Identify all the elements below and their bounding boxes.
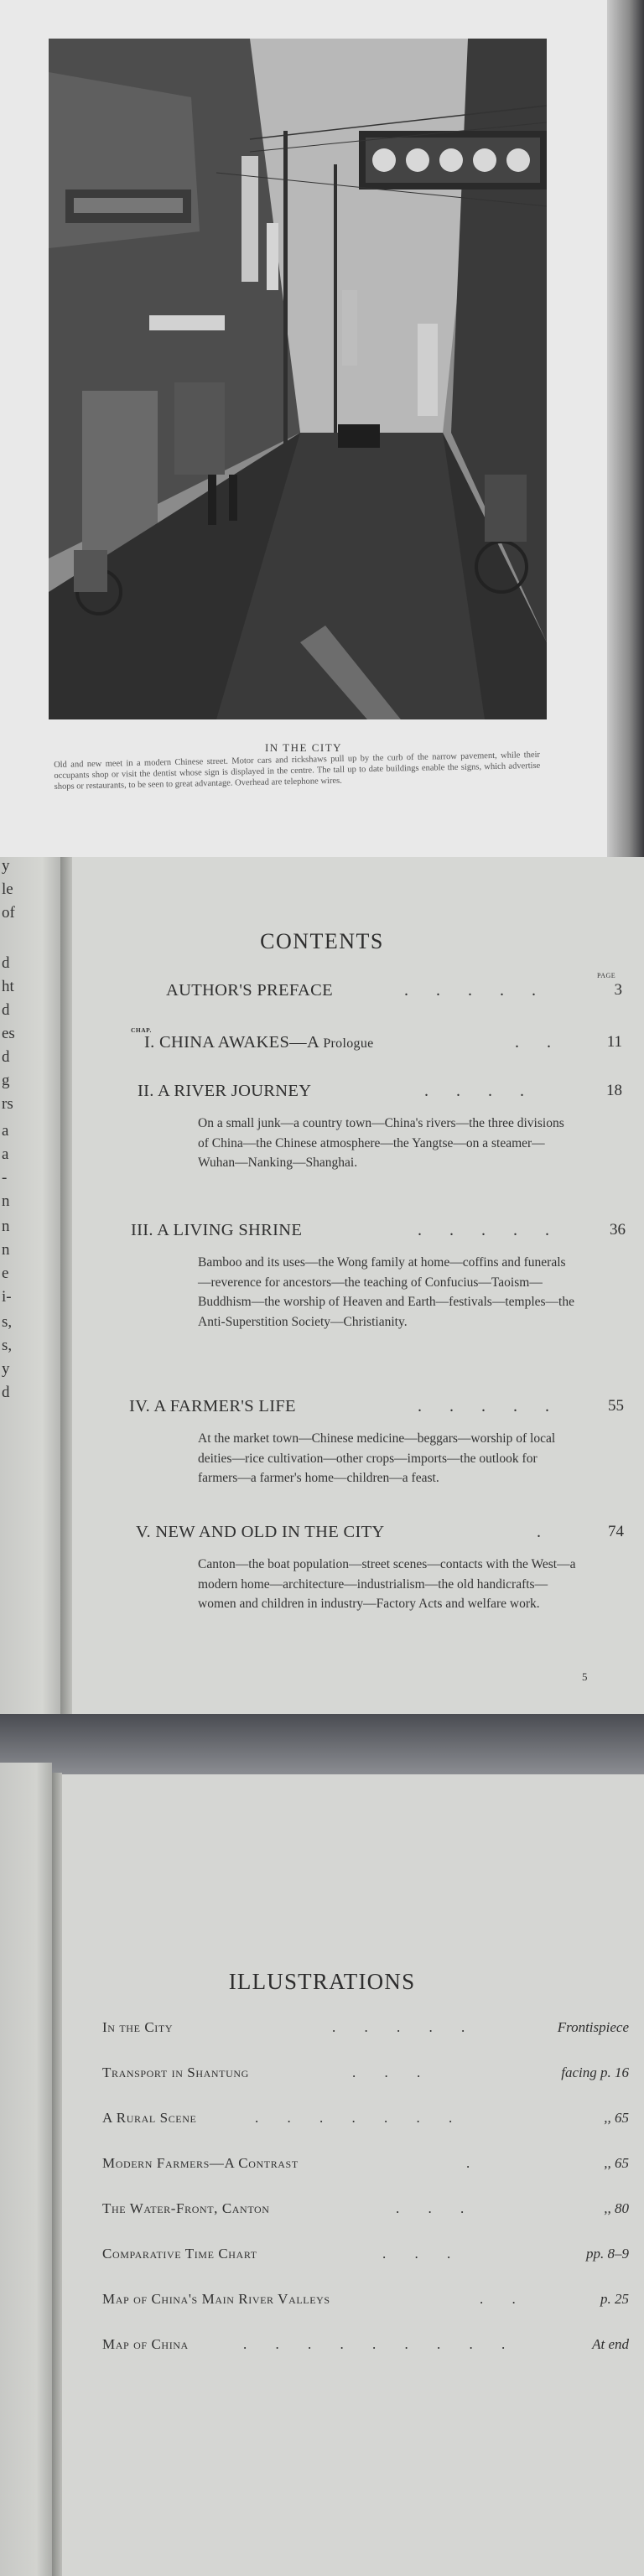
toc-entry-chapter-2[interactable] — [0, 1082, 644, 1107]
dot-leader: . . . . . . . — [255, 2110, 465, 2126]
toc-entry-page: 3 — [614, 981, 622, 999]
illustrations-heading: ILLUSTRATIONS — [228, 1969, 416, 1994]
fragment: n — [2, 1218, 10, 1235]
dot-leader: . . . — [352, 2064, 434, 2080]
illustration-title: Modern Farmers—A Contrast — [102, 2155, 299, 2171]
illustration-title: Map of China — [102, 2336, 189, 2352]
toc-entry-page: 36 — [610, 1221, 626, 1239]
fragment: d — [2, 954, 10, 972]
fragment: a — [2, 1145, 9, 1163]
toc-entry-page: 18 — [606, 1082, 622, 1099]
illustration-entry[interactable] — [0, 2200, 644, 2225]
page-column-label: PAGE — [597, 972, 616, 979]
fragment: ht — [2, 978, 14, 995]
toc-entry-summary: At the market town—Chinese medicine—beggars—worship of local deities—rice cultivation—other crops—imports—the outlook for farmers—a farmer's home—children—a feast. — [198, 1431, 556, 1485]
toc-entry-page: 74 — [608, 1523, 624, 1540]
dot-leader: . . . . — [424, 1082, 536, 1100]
toc-entry-chapter-4[interactable] — [0, 1397, 644, 1422]
fragment: y — [2, 1360, 10, 1378]
street-scene-illustration — [49, 39, 547, 719]
illustration-ref: Frontispiece — [557, 2019, 629, 2035]
fragment: i- — [2, 1288, 12, 1306]
frontispiece-caption: Old and new meet in a modern Chinese street. Motor cars and rickshaws pull up by the curb of the narrow pavement, while their occupants shop or visit the dentist whose sign is displayed in the centre. The tall up to date buildings enable the signs, which advertise shops or restaurants, to be seen to great advantage. Overhead are telephone wires. — [54, 750, 541, 792]
fragment: of — [2, 904, 15, 922]
fragment: d — [2, 1001, 10, 1019]
fragment: d — [2, 1384, 10, 1401]
dot-leader: . . . . . — [418, 1221, 561, 1239]
page-edge — [607, 0, 644, 857]
illustration-entry[interactable] — [0, 2155, 644, 2180]
toc-entry-summary: Bamboo and its uses—the Wong family at home—coffins and funerals—reverence for ancestors—the teaching of Confucius—Taoism—Buddhism—the worship of Heaven and Earth—festivals—temples—the Anti-Superstition Society—Christianity. — [198, 1255, 574, 1329]
illustration-entry[interactable] — [0, 2291, 644, 2316]
fragment: s, — [2, 1337, 13, 1354]
dot-leader: . . . — [382, 2246, 464, 2262]
illustration-title: A Rural Scene — [102, 2110, 197, 2126]
toc-entry-chapter-5[interactable] — [0, 1523, 644, 1548]
illustrations-panel — [0, 1714, 644, 2576]
fragment: a — [2, 1122, 9, 1140]
illustration-ref: facing p. 16 — [561, 2064, 629, 2080]
toc-entry-title: AUTHOR'S PREFACE — [166, 981, 333, 1000]
dot-leader: . . — [480, 2291, 528, 2307]
dot-leader: . . . . . — [332, 2019, 478, 2035]
dot-leader: . . — [515, 1033, 563, 1052]
toc-entry-title: I. CHINA AWAKES—A Prologue — [144, 1033, 374, 1052]
illustration-entry[interactable] — [0, 2064, 644, 2090]
dot-leader: . . . . . — [418, 1397, 561, 1415]
fragment: n — [2, 1241, 10, 1259]
illustration-entry[interactable] — [0, 2110, 644, 2135]
toc-entry-chapter-1[interactable] — [0, 1033, 644, 1058]
illustration-entry[interactable] — [0, 2246, 644, 2271]
frontispiece-panel — [0, 0, 644, 857]
fragment: y — [2, 857, 10, 875]
illustration-title: In the City — [102, 2019, 174, 2035]
fragment: le — [2, 880, 13, 898]
fragment: - — [2, 1169, 8, 1187]
toc-entry-title: II. A RIVER JOURNEY — [138, 1082, 312, 1100]
signature-mark: 5 — [582, 1670, 588, 1683]
fragment: n — [2, 1192, 10, 1210]
illustration-ref: At end — [592, 2336, 629, 2352]
fragment: rs — [2, 1095, 13, 1113]
fragment: g — [2, 1072, 10, 1089]
illustration-entry[interactable] — [0, 2019, 644, 2044]
illustration-title: Transport in Shantung — [102, 2064, 249, 2080]
illustration-ref: pp. 8–9 — [586, 2246, 629, 2262]
toc-entry-page: 55 — [608, 1397, 624, 1415]
illustration-title: The Water-Front, Canton — [102, 2200, 270, 2216]
illustration-ref: ,, 65 — [604, 2110, 629, 2126]
fragment: e — [2, 1265, 9, 1282]
toc-entry-title: IV. A FARMER'S LIFE — [129, 1397, 296, 1415]
toc-entry-title: V. NEW AND OLD IN THE CITY — [136, 1523, 385, 1541]
background-shadow — [0, 1714, 644, 1778]
dot-leader: . — [466, 2155, 483, 2171]
toc-entry-preface[interactable] — [0, 981, 644, 1006]
dot-leader: . — [537, 1523, 553, 1541]
contents-panel — [0, 857, 644, 1714]
dot-leader: . . . — [396, 2200, 477, 2216]
illustration-title: Map of China's Main River Valleys — [102, 2291, 330, 2307]
fragment: s, — [2, 1313, 13, 1331]
toc-entry-summary: On a small junk—a country town—China's rivers—the three divisions of China—the Chinese atmosphere—the Yangtse—on a steamer—Wuhan—Nanking—Shanghai. — [198, 1116, 564, 1170]
toc-entry-title: III. A LIVING SHRINE — [131, 1221, 303, 1239]
illustration-ref: ,, 65 — [604, 2155, 629, 2171]
dot-leader: . . . . . . . . . — [243, 2336, 518, 2352]
dot-leader: . . . . . — [404, 981, 548, 1000]
illustration-ref: ,, 80 — [604, 2200, 629, 2216]
contents-heading: CONTENTS — [260, 929, 384, 953]
toc-entry-summary: Canton—the boat population—street scenes—contacts with the West—a modern home—architecture—industrialism—the old handicrafts—women and children in industry—Factory Acts and welfare work. — [198, 1557, 576, 1611]
toc-entry-chapter-3[interactable] — [0, 1221, 644, 1246]
fragment: es — [2, 1025, 15, 1042]
illustration-entry[interactable] — [0, 2336, 644, 2361]
illustration-ref: p. 25 — [600, 2291, 629, 2307]
chapter-column-label: CHAP. — [131, 1026, 152, 1034]
toc-entry-page: 11 — [606, 1033, 622, 1051]
frontispiece-title: IN THE CITY — [264, 741, 343, 754]
street-photograph — [49, 39, 547, 719]
fragment: d — [2, 1048, 10, 1066]
illustration-title: Comparative Time Chart — [102, 2246, 257, 2262]
